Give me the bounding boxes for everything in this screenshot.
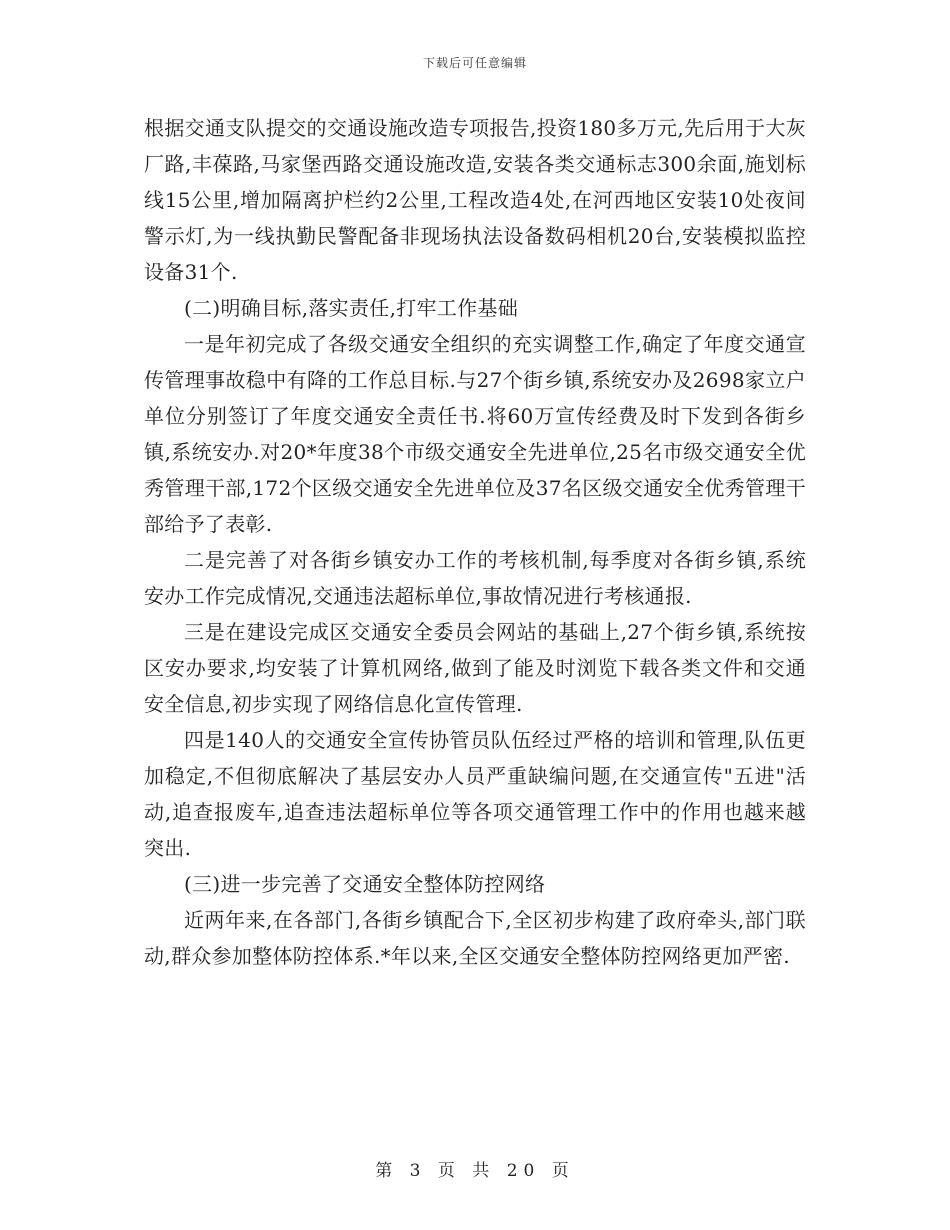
header-note: 下载后可任意编辑 <box>422 56 527 70</box>
paragraph: 一是年初完成了各级交通安全组织的充实调整工作,确定了年度交通宣传管理事故稳中有降的工作总目标.与27个街乡镇,系统安办及2698家立户单位分别签订了年度交通安全责任书.将60万宣传经费及时下发到各街乡镇,系统安办.对20*年度38个市级交通安全先进单位,25名市级交通安全优秀管理干部,172个区级交通安全先进单位及37名区级交通安全优秀管理干部给予了表彰. <box>144 332 806 536</box>
section-heading: (二)明确目标,落实责任,打牢工作基础 <box>184 296 519 320</box>
paragraph: 三是在建设完成区交通安全委员会网站的基础上,27个街乡镇,系统按区安办要求,均安装了计算机网络,做到了能及时浏览下载各类文件和交通安全信息,初步实现了网络信息化宣传管理. <box>144 620 806 716</box>
paragraph: 二是完善了对各街乡镇安办工作的考核机制,每季度对各街乡镇,系统安办工作完成情况,交通违法超标单位,事故情况进行考核通报. <box>144 548 806 608</box>
paragraph: 近两年来,在各部门,各街乡镇配合下,全区初步构建了政府牵头,部门联动,群众参加整体防控体系.*年以来,全区交通安全整体防控网络更加严密. <box>144 908 806 968</box>
paragraph: 根据交通支队提交的交通设施改造专项报告,投资180多万元,先后用于大灰厂路,丰葆路,马家堡西路交通设施改造,安装各类交通标志300余面,施划标线15公里,增加隔离护栏约2公里,工程改造4处,在河西地区安装10处夜间警示灯,为一线执勤民警配备非现场执法设备数码相机20台,安装模拟监控设备31个. <box>144 116 806 284</box>
page-number: 第 3 页 共 20 页 <box>375 1161 575 1181</box>
section-heading: (三)进一步完善了交通安全整体防控网络 <box>184 872 546 896</box>
paragraph: 四是140人的交通安全宣传协管员队伍经过严格的培训和管理,队伍更加稳定,不但彻底解决了基层安办人员严重缺编问题,在交通宣传"五进"活动,追查报废车,追查违法超标单位等各项交通管理工作中的作用也越来越突出. <box>144 728 806 860</box>
document-body <box>144 110 806 974</box>
